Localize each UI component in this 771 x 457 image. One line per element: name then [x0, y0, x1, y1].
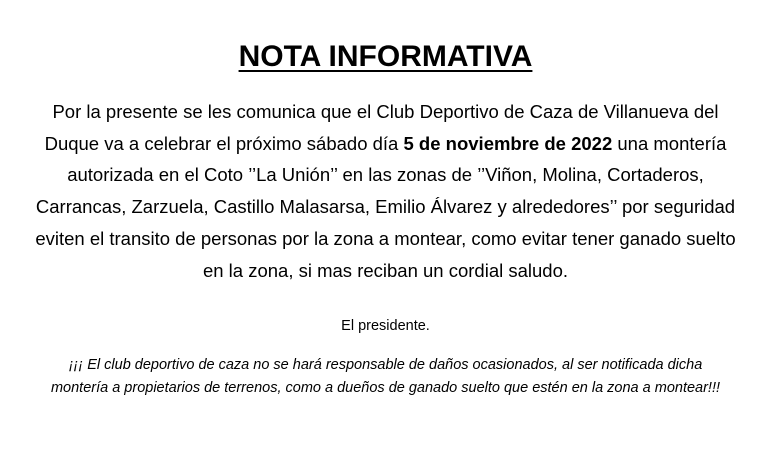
notice-body-intro: Por la presente se les comunica que el Club Deportivo de Caza de Villanueva del Duque va a celebrar el próximo sábado día — [44, 101, 719, 154]
notice-event-date: 5 de noviembre de 2022 — [403, 132, 613, 154]
notice-disclaimer: ¡¡¡ El club deportivo de caza no se hará responsable de daños ocasionados, al ser notificada dicha montería a propietarios de terrenos, como a dueños de ganado suelto que estén en la zona a montear!!! — [50, 357, 721, 396]
notice-body — [35, 96, 736, 286]
notice-body-details: una montería autorizada en el Coto ’’La Unión’’ en las zonas de ’’Viñon, Molina, Cortaderos, Carrancas, Zarzuela, Castillo Malasarsa, Emilio Álvarez y alrededores’’ por seguridad eviten el transito de personas por la zona a montear, como evitar tener ganado suelto en la zona, si mas reciban un cordial saludo. — [35, 132, 736, 281]
notice-title: NOTA INFORMATIVA — [238, 40, 533, 73]
notice-signature: El presidente. — [341, 318, 430, 334]
